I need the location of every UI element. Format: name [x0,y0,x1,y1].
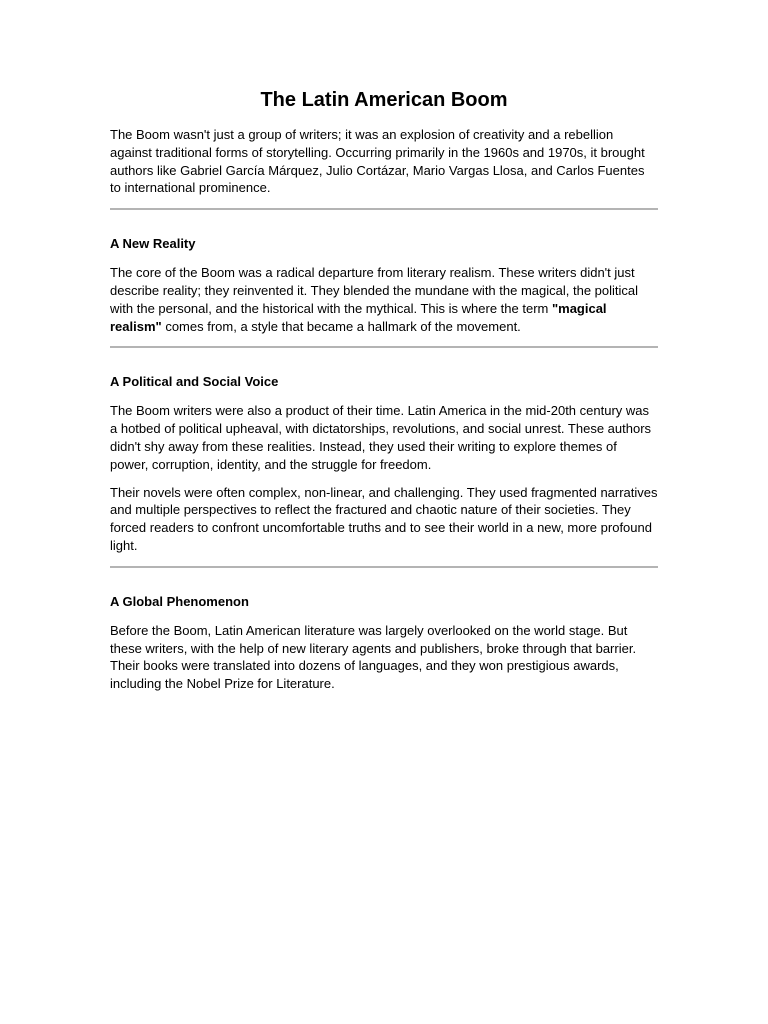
section-paragraph [110,264,658,335]
paragraph-text: The core of the Boom was a radical departure from literary realism. These writers didn't just describe reality; they reinvented it. They blended the mundane with the magical, the political with the personal, and the historical with the mythical. This is where the term [110,265,639,316]
section-paragraph: The Boom writers were also a product of their time. Latin America in the mid-20th century was a hotbed of political upheaval, with dictatorships, revolutions, and social unrest. These authors didn't shy away from these realities. Instead, they used their writing to explore themes of power, corruption, identity, and the struggle for freedom. [110,403,652,472]
document-title: The Latin American Boom [260,89,508,111]
section-divider [110,208,658,210]
intro-paragraph: The Boom wasn't just a group of writers; it was an explosion of creativity and a rebellion against traditional forms of storytelling. Occurring primarily in the 1960s and 1970s, it brought authors like Gabriel García Márquez, Julio Cortázar, Mario Vargas Llosa, and Carlos Fuentes to international prominence. [110,127,645,196]
section-heading: A New Reality [110,236,196,252]
section-heading: A Global Phenomenon [110,593,249,609]
section-political-voice [110,373,658,554]
section-global-phenomenon [110,593,658,693]
section-divider [110,566,658,568]
section-new-reality [110,235,658,335]
paragraph-text: comes from, a style that became a hallmark of the movement. [161,318,521,334]
section-paragraph: Their novels were often complex, non-linear, and challenging. They used fragmented narratives and multiple perspectives to reflect the fractured and chaotic nature of their societies. They forced readers to confront uncomfortable truths and to see their world in a new, more profound light. [110,484,658,553]
section-heading: A Political and Social Voice [110,374,279,390]
section-paragraph: Before the Boom, Latin American literature was largely overlooked on the world stage. But these writers, with the help of new literary agents and publishers, broke through that barrier. Their books were translated into dozens of languages, and they won prestigious awards, including the Nobel Prize for Literature. [110,622,637,692]
section-divider [110,346,658,348]
bold-term: "magical realism" [110,300,607,334]
